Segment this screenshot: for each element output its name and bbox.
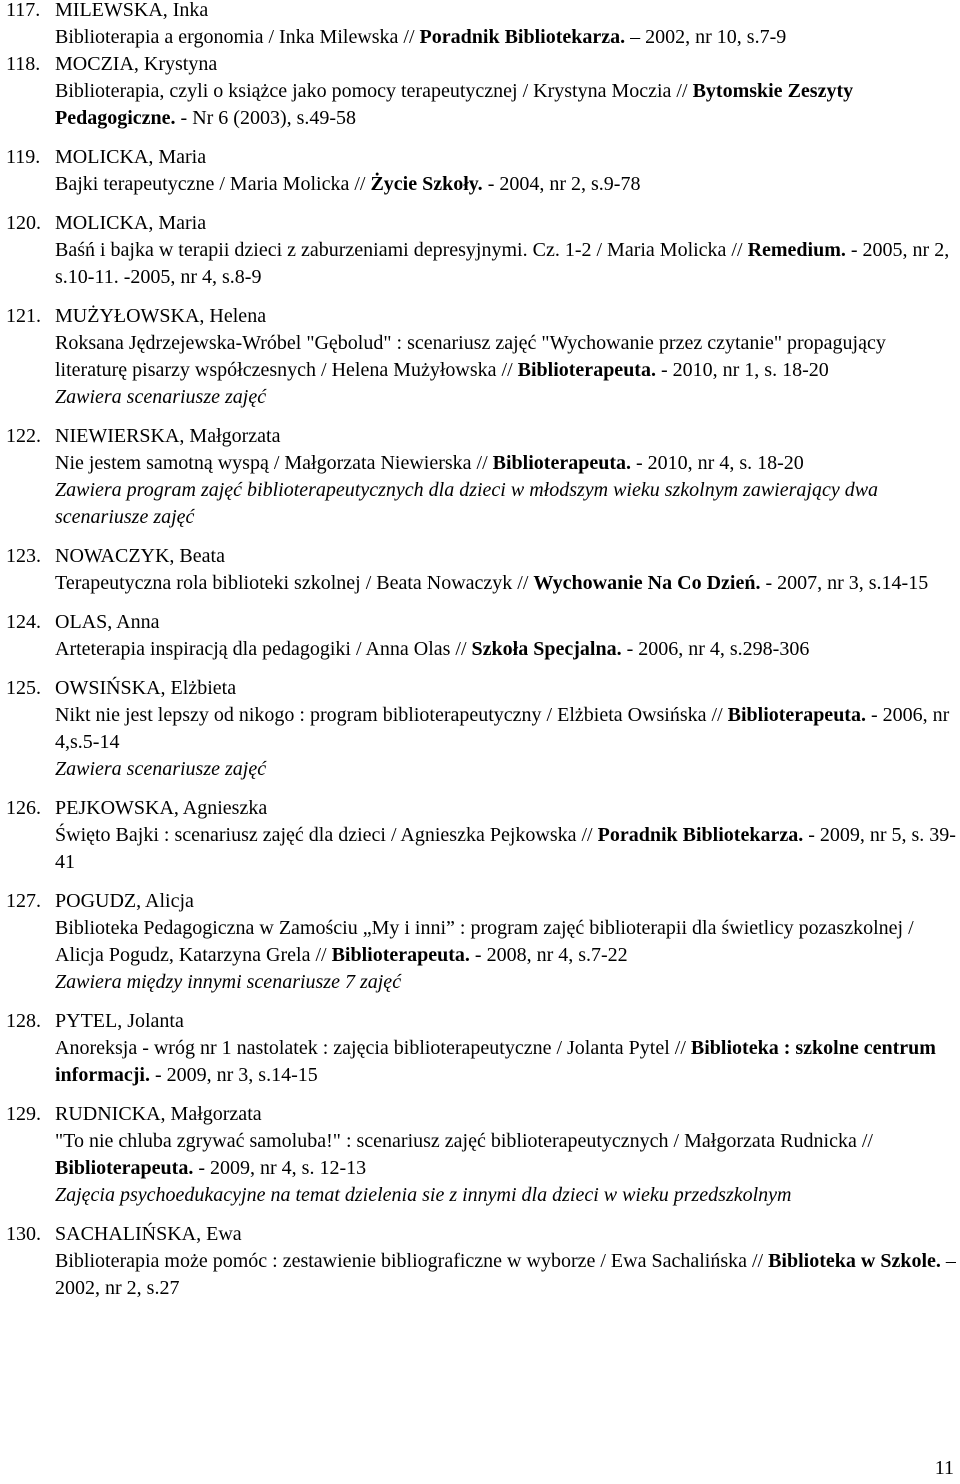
entry-details: - 2009, nr 4, s. 12-13 bbox=[193, 1157, 367, 1179]
entry-details: - 2004, nr 2, s.9-78 bbox=[482, 173, 641, 195]
bibliography-entry bbox=[6, 1221, 956, 1302]
entry-citation bbox=[55, 78, 956, 132]
entry-details: - 2007, nr 3, s.14-15 bbox=[760, 572, 929, 594]
entry-title: Biblioterapia, czyli o książce jako pomocy terapeutycznej / Krystyna Moczia // bbox=[55, 80, 693, 102]
entry-journal: Biblioteka w Szkole. bbox=[768, 1250, 941, 1272]
entry-author: MOLICKA, Maria bbox=[55, 212, 207, 234]
entry-note: Zawiera program zajęć biblioterapeutycznych dla dzieci w młodszym wieku szkolnym zawierający dwa scenariusze zajęć bbox=[55, 479, 879, 528]
entry-title: Arteterapia inspiracją dla pedagogiki / Anna Olas // bbox=[55, 638, 472, 660]
entry-number: 124. bbox=[6, 611, 41, 633]
bibliography-entry bbox=[6, 675, 956, 783]
entry-citation bbox=[55, 450, 956, 477]
entry-note: Zawiera między innymi scenariusze 7 zajęć bbox=[55, 971, 402, 993]
entry-details: - Nr 6 (2003), s.49-58 bbox=[175, 107, 357, 129]
entry-details: – 2002, nr 10, s.7-9 bbox=[625, 26, 787, 48]
bibliography-entry bbox=[6, 609, 956, 663]
entry-citation bbox=[55, 24, 956, 51]
entry-journal: Bytomskie Zeszyty Pedagogiczne. bbox=[55, 80, 854, 129]
entry-number: 130. bbox=[6, 1223, 41, 1245]
entry-details: - 2005, nr 2, s.10-11. -2005, nr 4, s.8-9 bbox=[55, 239, 950, 288]
entry-citation bbox=[55, 1248, 956, 1302]
entry-details: - 2006, nr 4, s.298-306 bbox=[621, 638, 810, 660]
entry-number: 118. bbox=[6, 53, 41, 75]
entry-details: - 2010, nr 4, s. 18-20 bbox=[631, 452, 804, 474]
entry-title: Anoreksja - wróg nr 1 nastolatek : zajęcia biblioterapeutyczne / Jolanta Pytel // bbox=[55, 1037, 691, 1059]
entry-journal: Biblioterapeuta. bbox=[55, 1157, 194, 1179]
entry-title: Biblioteka Pedagogiczna w Zamościu „My i inni” : program zajęć biblioterapii dla świetlicy pozaszkolnej / Alicja Pogudz, Katarzyna Grela // bbox=[55, 917, 914, 966]
entry-citation bbox=[55, 570, 956, 597]
entry-number: 123. bbox=[6, 545, 41, 567]
bibliography-entry bbox=[6, 543, 956, 597]
bibliography-entry bbox=[6, 51, 956, 132]
entry-citation bbox=[55, 702, 956, 756]
entry-citation bbox=[55, 171, 956, 198]
bibliography-entry bbox=[6, 144, 956, 198]
entry-author: OLAS, Anna bbox=[55, 611, 160, 633]
bibliography-entry bbox=[6, 795, 956, 876]
entry-title: Bajki terapeutyczne / Maria Molicka // bbox=[55, 173, 371, 195]
bibliography-list bbox=[6, 0, 956, 1302]
entry-details: – 2002, nr 2, s.27 bbox=[55, 1250, 956, 1299]
entry-details: - 2010, nr 1, s. 18-20 bbox=[655, 359, 829, 381]
entry-title: Biblioterapia a ergonomia / Inka Milewska // bbox=[55, 26, 420, 48]
entry-number: 117. bbox=[6, 0, 41, 21]
entry-number: 128. bbox=[6, 1010, 41, 1032]
page-number: 11 bbox=[934, 1457, 954, 1479]
entry-details: - 2008, nr 4, s.7-22 bbox=[469, 944, 628, 966]
entry-journal: Szkoła Specjalna. bbox=[471, 638, 622, 660]
entry-title: Terapeutyczna rola biblioteki szkolnej / Beata Nowaczyk // bbox=[55, 572, 534, 594]
entry-journal: Remedium. bbox=[747, 239, 846, 261]
entry-author: RUDNICKA, Małgorzata bbox=[55, 1103, 262, 1125]
bibliography-entry bbox=[6, 210, 956, 291]
entry-citation bbox=[55, 330, 956, 384]
entry-author: OWSIŃSKA, Elżbieta bbox=[55, 677, 237, 699]
entry-title: Biblioterapia może pomóc : zestawienie bibliograficzne w wyborze / Ewa Sachalińska // bbox=[55, 1250, 769, 1272]
entry-title: Baśń i bajka w terapii dzieci z zaburzeniami depresyjnymi. Cz. 1-2 / Maria Molicka // bbox=[55, 239, 748, 261]
entry-note: Zawiera scenariusze zajęć bbox=[55, 758, 267, 780]
entry-citation bbox=[55, 822, 956, 876]
entry-citation bbox=[55, 915, 956, 969]
entry-journal: Biblioterapeuta. bbox=[492, 452, 631, 474]
entry-journal: Biblioterapeuta. bbox=[331, 944, 470, 966]
entry-citation bbox=[55, 237, 956, 291]
entry-journal: Poradnik Bibliotekarza. bbox=[597, 824, 804, 846]
entry-author: SACHALIŃSKA, Ewa bbox=[55, 1223, 242, 1245]
entry-citation bbox=[55, 636, 956, 663]
entry-number: 127. bbox=[6, 890, 41, 912]
entry-title: Roksana Jędrzejewska-Wróbel "Gębolud" : scenariusz zajęć "Wychowanie przez czytanie" propagujący literaturę pisarzy współczesnych / Helena Mużyłowska // bbox=[55, 332, 886, 381]
bibliography-entry bbox=[6, 0, 956, 51]
entry-number: 122. bbox=[6, 425, 41, 447]
entry-details: - 2009, nr 3, s.14-15 bbox=[149, 1064, 318, 1086]
entry-author: PEJKOWSKA, Agnieszka bbox=[55, 797, 268, 819]
bibliography-entry bbox=[6, 1101, 956, 1209]
entry-journal: Wychowanie Na Co Dzień. bbox=[533, 572, 761, 594]
entry-author: MILEWSKA, Inka bbox=[55, 0, 209, 21]
entry-details: - 2009, nr 5, s. 39-41 bbox=[55, 824, 956, 873]
entry-title: Nikt nie jest lepszy od nikogo : program biblioterapeutyczny / Elżbieta Owsińska // bbox=[55, 704, 728, 726]
entry-author: MOLICKA, Maria bbox=[55, 146, 207, 168]
entry-number: 126. bbox=[6, 797, 41, 819]
bibliography-entry bbox=[6, 423, 956, 531]
entry-citation bbox=[55, 1128, 956, 1182]
bibliography-entry bbox=[6, 888, 956, 996]
entry-note: Zajęcia psychoedukacyjne na temat dzielenia sie z innymi dla dzieci w wieku przedszkolnym bbox=[55, 1184, 792, 1206]
entry-author: PYTEL, Jolanta bbox=[55, 1010, 184, 1032]
entry-number: 121. bbox=[6, 305, 41, 327]
entry-journal: Biblioteka : szkolne centrum informacji. bbox=[55, 1037, 936, 1086]
entry-author: NOWACZYK, Beata bbox=[55, 545, 225, 567]
entry-number: 119. bbox=[6, 146, 41, 168]
entry-details: - 2006, nr 4,s.5-14 bbox=[55, 704, 950, 753]
entry-journal: Biblioterapeuta. bbox=[727, 704, 866, 726]
entry-citation bbox=[55, 1035, 956, 1089]
bibliography-entry bbox=[6, 1008, 956, 1089]
entry-author: MUŻYŁOWSKA, Helena bbox=[55, 305, 267, 327]
entry-journal: Biblioterapeuta. bbox=[517, 359, 656, 381]
entry-number: 120. bbox=[6, 212, 41, 234]
entry-author: NIEWIERSKA, Małgorzata bbox=[55, 425, 281, 447]
entry-journal: Życie Szkoły. bbox=[370, 173, 483, 195]
entry-title: Święto Bajki : scenariusz zajęć dla dzieci / Agnieszka Pejkowska // bbox=[55, 824, 598, 846]
entry-journal: Poradnik Bibliotekarza. bbox=[419, 26, 626, 48]
entry-number: 129. bbox=[6, 1103, 41, 1125]
entry-number: 125. bbox=[6, 677, 41, 699]
entry-title: "To nie chluba zgrywać samoluba!" : scenariusz zajęć biblioterapeutycznych / Małgorzata Rudnicka // bbox=[55, 1130, 873, 1152]
entry-note: Zawiera scenariusze zajęć bbox=[55, 386, 267, 408]
entry-author: POGUDZ, Alicja bbox=[55, 890, 194, 912]
bibliography-entry bbox=[6, 303, 956, 411]
entry-author: MOCZIA, Krystyna bbox=[55, 53, 218, 75]
entry-title: Nie jestem samotną wyspą / Małgorzata Niewierska // bbox=[55, 452, 493, 474]
